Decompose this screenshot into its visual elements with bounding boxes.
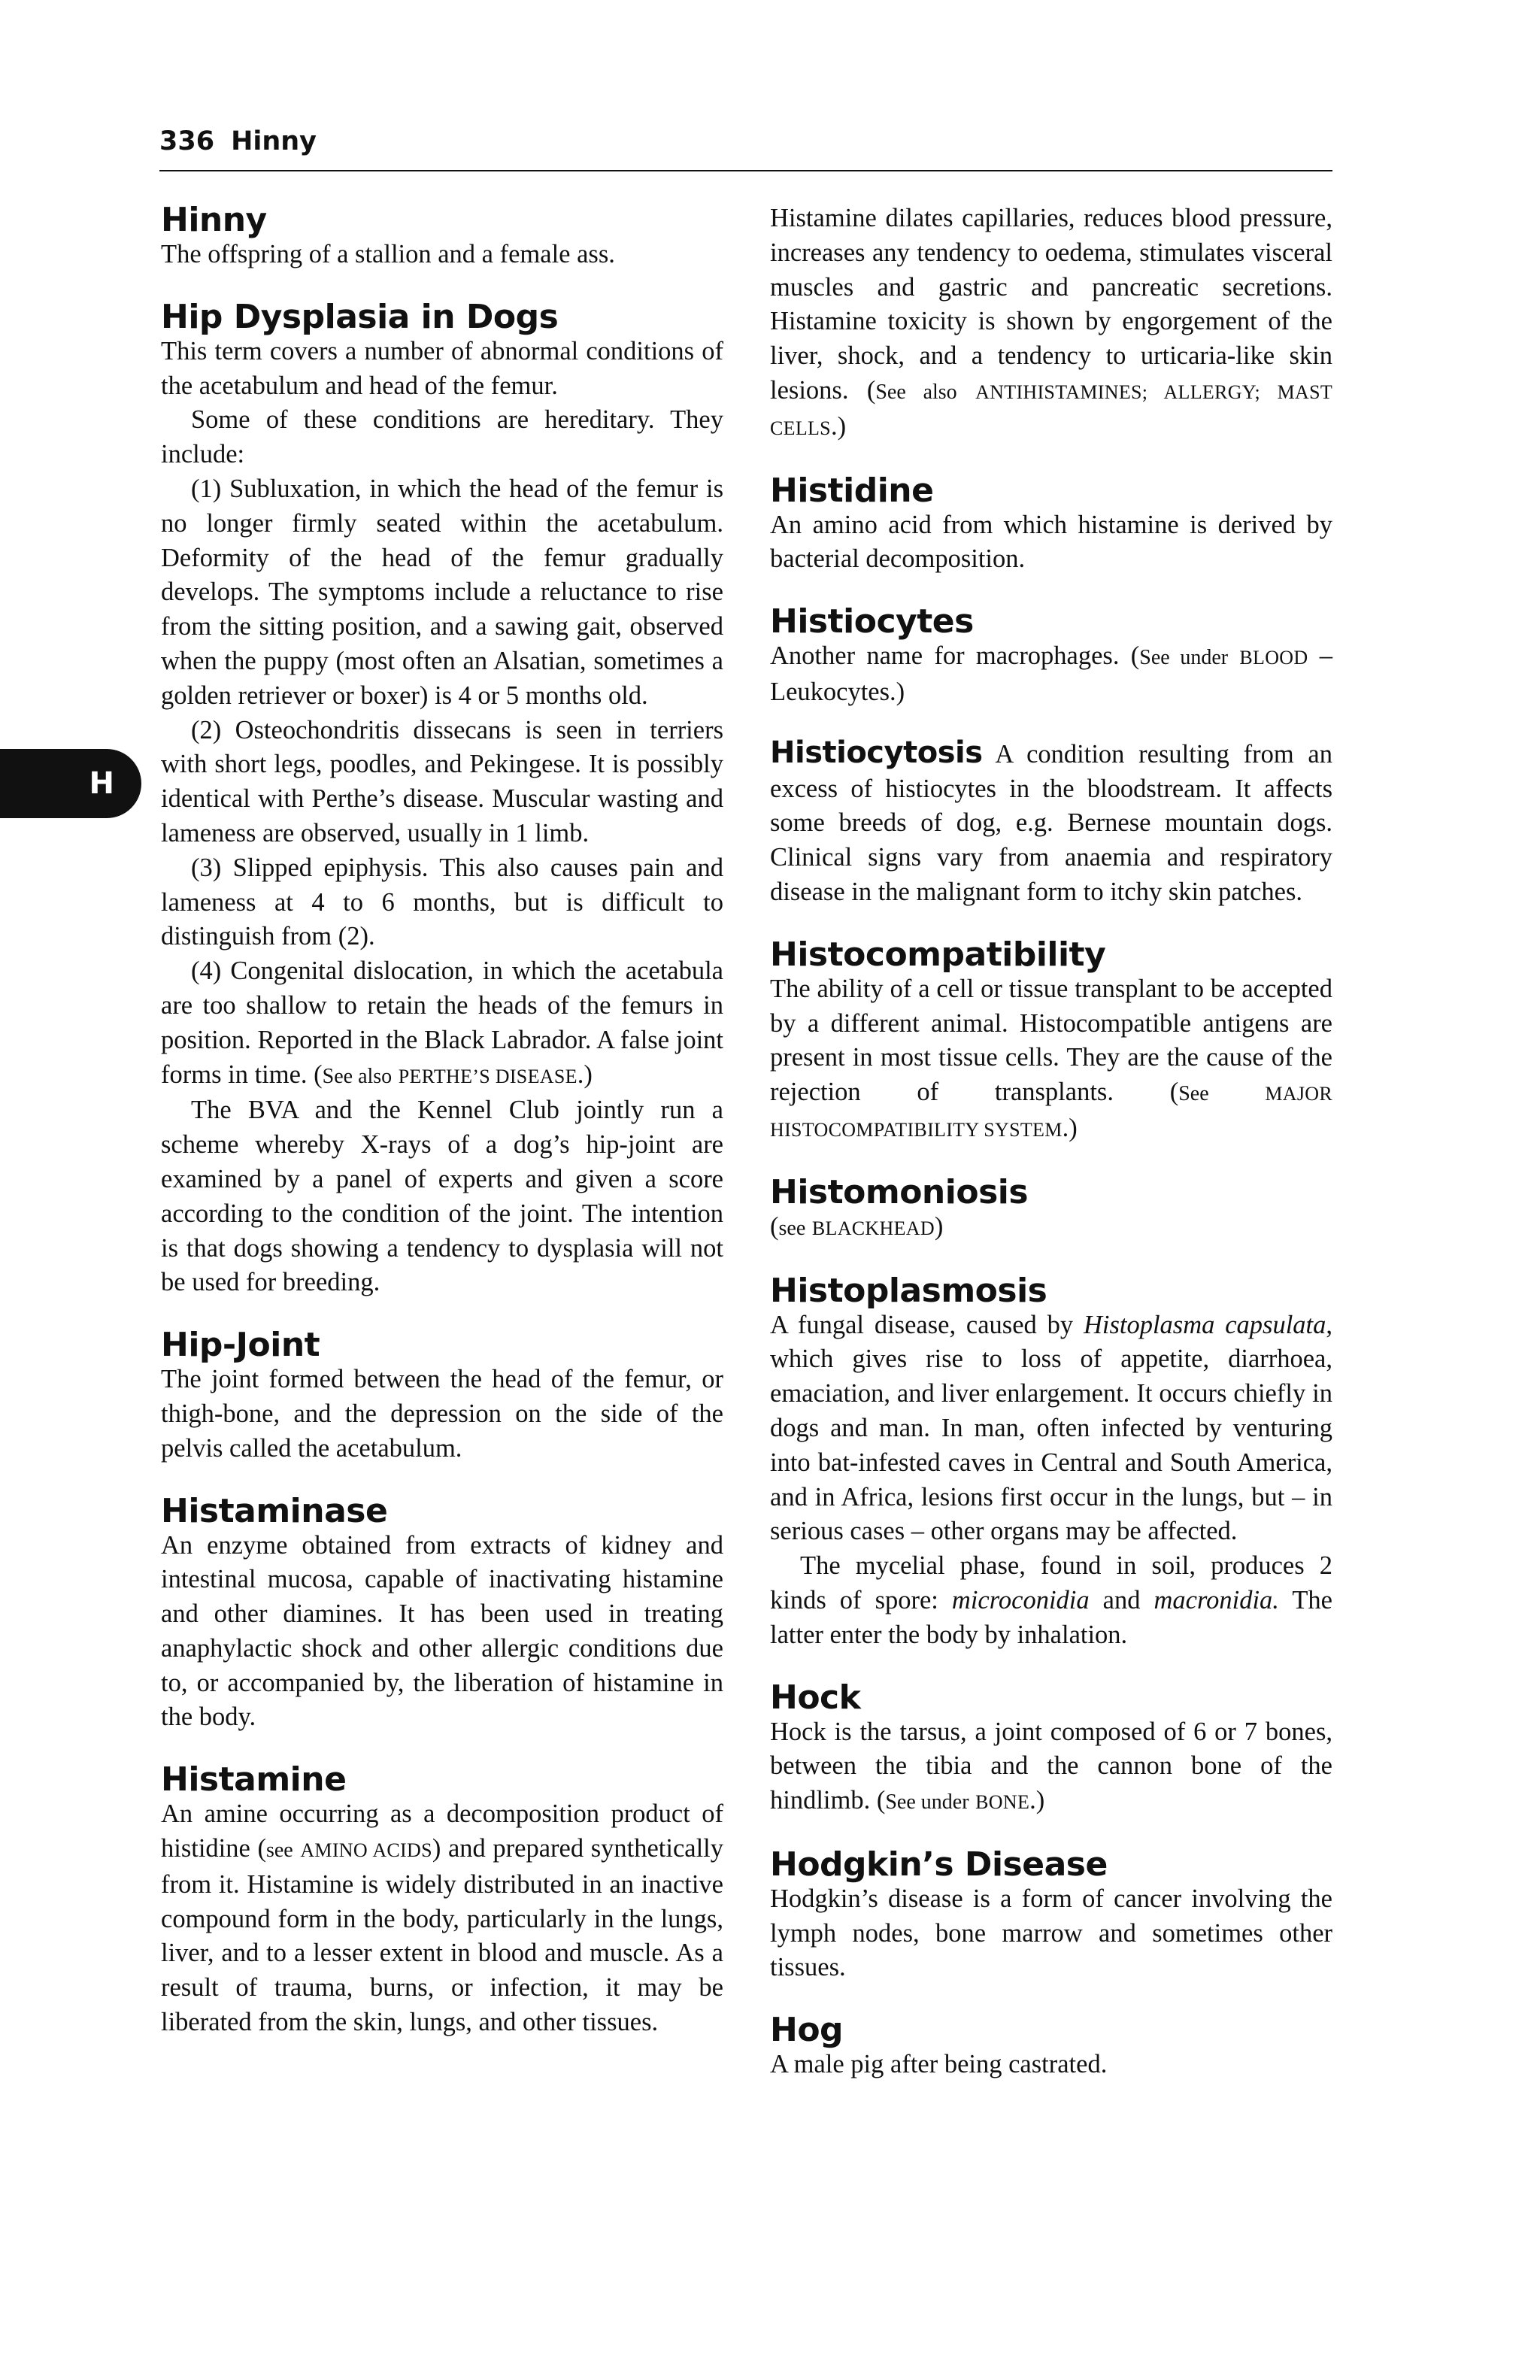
italic-term: macronidia. xyxy=(1153,1585,1279,1614)
paragraph xyxy=(770,1549,1332,1652)
text: The ability of a cell or tissue transplant to be accepted by a different animal. Histocompatible antigens are present in most tissue cells. They are the cause of the rejection of transplants. ( xyxy=(770,974,1332,1107)
paragraph: (3) Slipped epiphysis. This also causes pain and lameness at 4 to 6 months, but is difficult to distinguish from (2). xyxy=(161,853,723,951)
cross-reference: AMINO ACIDS xyxy=(300,1839,432,1862)
entry-hodgkins-disease xyxy=(770,1846,1332,1985)
definition: The offspring of a stallion and a female ass. xyxy=(161,240,615,268)
entry-histocompatibility xyxy=(770,936,1332,1148)
right-column xyxy=(770,202,1332,2109)
definition: A male pig after being castrated. xyxy=(770,2050,1108,2079)
running-head xyxy=(159,126,1332,171)
text: Histamine dilates capillaries, reduces blood pressure, increases any tendency to oedema, stimulates visceral muscles and gastric and pancreatic secretions. Histamine toxicity is shown by engorgement of the liver, shock, and a tendency to urticaria-like skin lesions. ( xyxy=(770,204,1332,405)
text: Hock is the tarsus, a joint composed of 6 or 7 bones, between the tibia and the cannon bone of the hindlimb. ( xyxy=(770,1717,1332,1815)
definition xyxy=(770,639,1332,710)
headword: Hip Dysplasia in Dogs xyxy=(161,297,559,336)
text: (4) Congenital dislocation, in which the acetabula are too shallow to retain the heads of the femurs in position. Reported in the Black Labrador. A false joint forms in time. ( xyxy=(161,957,723,1089)
entry-histamine xyxy=(161,1761,723,2040)
paragraph: (1) Subluxation, in which the head of the femur is no longer firmly seated within the acetabulum. Deformity of the head of the femur gradually develops. The symptoms include a reluctance to rise from the sitting position, and a sawing gait, observed when the puppy (most often an Alsatian, sometimes a golden retriever or boxer) is 4 or 5 months old. xyxy=(161,474,723,710)
definition xyxy=(770,1210,1332,1246)
definition xyxy=(770,972,1332,1148)
running-title: Hinny xyxy=(231,126,317,156)
text: ( xyxy=(770,1211,779,1241)
definition: The joint formed between the head of the femur, or thigh-bone, and the depression on the side of the pelvis called the acetabulum. xyxy=(161,1365,723,1463)
entry-hock xyxy=(770,1679,1332,1820)
entry-hinny xyxy=(161,202,723,272)
paragraph: This term covers a number of abnormal conditions of the acetabulum and head of the femur. xyxy=(161,336,723,400)
headword: Histidine xyxy=(770,471,934,510)
entry-hog xyxy=(770,2012,1332,2082)
text: , which gives rise to loss of appetite, diarrhoea, emaciation, and liver enlargement. It occurs chiefly in dogs and man. In man, often infected by venturing into bat-infested caves in Central and South America, and in Africa, lesions first occur in the lungs, but – in serious cases – other organs may be affected. xyxy=(770,1310,1332,1546)
text: A fungal disease, caused by xyxy=(770,1310,1084,1339)
paragraph: The BVA and the Kennel Club jointly run a scheme whereby X-rays of a dog’s hip-joint are examined by a panel of experts and given a score according to the condition of the joint. The intention is that dogs showing a tendency to dysplasia will not be used for breeding. xyxy=(161,1096,723,1297)
entry-histaminase xyxy=(161,1493,723,1736)
text: A condition resulting from an excess of histiocytes in the bloodstream. It affects some breeds of dog, e.g. Bernese mountain dogs. Clinical signs vary from anaemia and respiratory disease in the malignant form to itchy skin patches. xyxy=(770,739,1332,906)
see-label: see xyxy=(778,1216,806,1240)
entry-histomoniosis xyxy=(770,1174,1332,1246)
page-number: 336 xyxy=(159,126,215,156)
definition xyxy=(161,1797,723,2040)
see-label: See xyxy=(1178,1082,1209,1106)
headword: Histiocytes xyxy=(770,602,974,641)
left-column xyxy=(161,202,723,2066)
headword: Histoplasmosis xyxy=(770,1271,1047,1310)
headword: Histamine xyxy=(161,1760,347,1799)
entry-histamine-continued xyxy=(770,202,1332,446)
text: An amine occurring as a decomposition product of histidine ( xyxy=(161,1799,723,1863)
see-also-label: See also xyxy=(875,380,957,404)
text: .) xyxy=(1062,1113,1078,1142)
thumb-index-tab: H xyxy=(0,749,141,818)
text: .) xyxy=(830,411,847,441)
headword: Hip-Joint xyxy=(161,1326,320,1365)
paragraph xyxy=(161,954,723,1093)
definition: Hodgkin’s disease is a form of cancer involving the lymph nodes, bone marrow and sometimes other tissues. xyxy=(770,1884,1332,1982)
see-also-label: See also xyxy=(322,1064,393,1088)
entry-histidine xyxy=(770,472,1332,578)
paragraph: (2) Osteochondritis dissecans is seen in terriers with short legs, poodles, and Pekingese. It is possibly identical with Perthe’s disease. Muscular wasting and lameness are observed, usually in 1 limb. xyxy=(161,715,723,847)
entry-hip-joint xyxy=(161,1326,723,1466)
text: Another name for macrophages. ( xyxy=(770,641,1140,671)
definition: An amino acid from which histamine is derived by bacterial decomposition. xyxy=(770,510,1332,574)
headword: Histiocytosis xyxy=(770,735,983,770)
headword: Hog xyxy=(770,2011,844,2050)
paragraph: Some of these conditions are hereditary. They include: xyxy=(161,405,723,469)
headword: Histaminase xyxy=(161,1491,388,1530)
text: ) and prepared synthetically from it. Histamine is widely distributed in an inactive compound form in the body, particularly in the lungs, liver, and to a lesser extent in blood and muscle. As a result of trauma, burns, or infection, it may be liberated from the skin, lungs, and other tissues. xyxy=(161,1834,724,2037)
paragraph xyxy=(770,202,1332,446)
cross-reference: BLACKHEAD xyxy=(811,1217,935,1239)
text: .) xyxy=(1029,1786,1045,1815)
see-under-label: See under xyxy=(1139,646,1229,670)
definition xyxy=(770,1715,1332,1820)
entry-histiocytes xyxy=(770,603,1332,710)
text: The mycelial phase, found in soil, produces 2 kinds of spore: xyxy=(770,1551,1332,1614)
cross-reference: PERTHE’S DISEASE xyxy=(398,1065,578,1087)
definition: An enzyme obtained from extracts of kidney and intestinal mucosa, capable of inactivating histamine and other diamines. It has been used in treating anaphylactic shock and other allergic conditions due to, or accompanied by, the liberation of histamine in the body. xyxy=(161,1530,723,1732)
text: .) xyxy=(577,1060,593,1089)
paragraph xyxy=(770,1308,1332,1550)
headword: Histomoniosis xyxy=(770,1172,1029,1211)
cross-reference: ANTIHISTAMINES; ALLERGY; MAST CELLS xyxy=(770,380,1333,439)
cross-reference: BLOOD xyxy=(1239,647,1308,669)
cross-reference: BONE xyxy=(975,1791,1030,1814)
italic-term: microconidia xyxy=(951,1585,1090,1614)
text: and xyxy=(1089,1585,1154,1614)
see-under-label: See under xyxy=(885,1790,969,1815)
italic-term: Histoplasma capsulata xyxy=(1083,1310,1326,1339)
see-label: see xyxy=(265,1839,293,1863)
cross-reference: MAJOR HISTOCOMPATIBILITY SYSTEM xyxy=(770,1083,1332,1141)
definition xyxy=(770,736,1332,910)
headword: Hinny xyxy=(161,201,267,239)
headword: Histocompatibility xyxy=(770,935,1106,974)
headword: Hodgkin’s Disease xyxy=(770,1845,1108,1884)
entry-hip-dysplasia xyxy=(161,299,723,1300)
text: – Leukocytes.) xyxy=(770,641,1333,706)
headword: Hock xyxy=(770,1678,861,1717)
text: The latter enter the body by inhalation. xyxy=(770,1585,1332,1649)
entry-histiocytosis xyxy=(770,736,1332,910)
text: ) xyxy=(934,1211,944,1241)
entry-histoplasmosis xyxy=(770,1272,1332,1653)
